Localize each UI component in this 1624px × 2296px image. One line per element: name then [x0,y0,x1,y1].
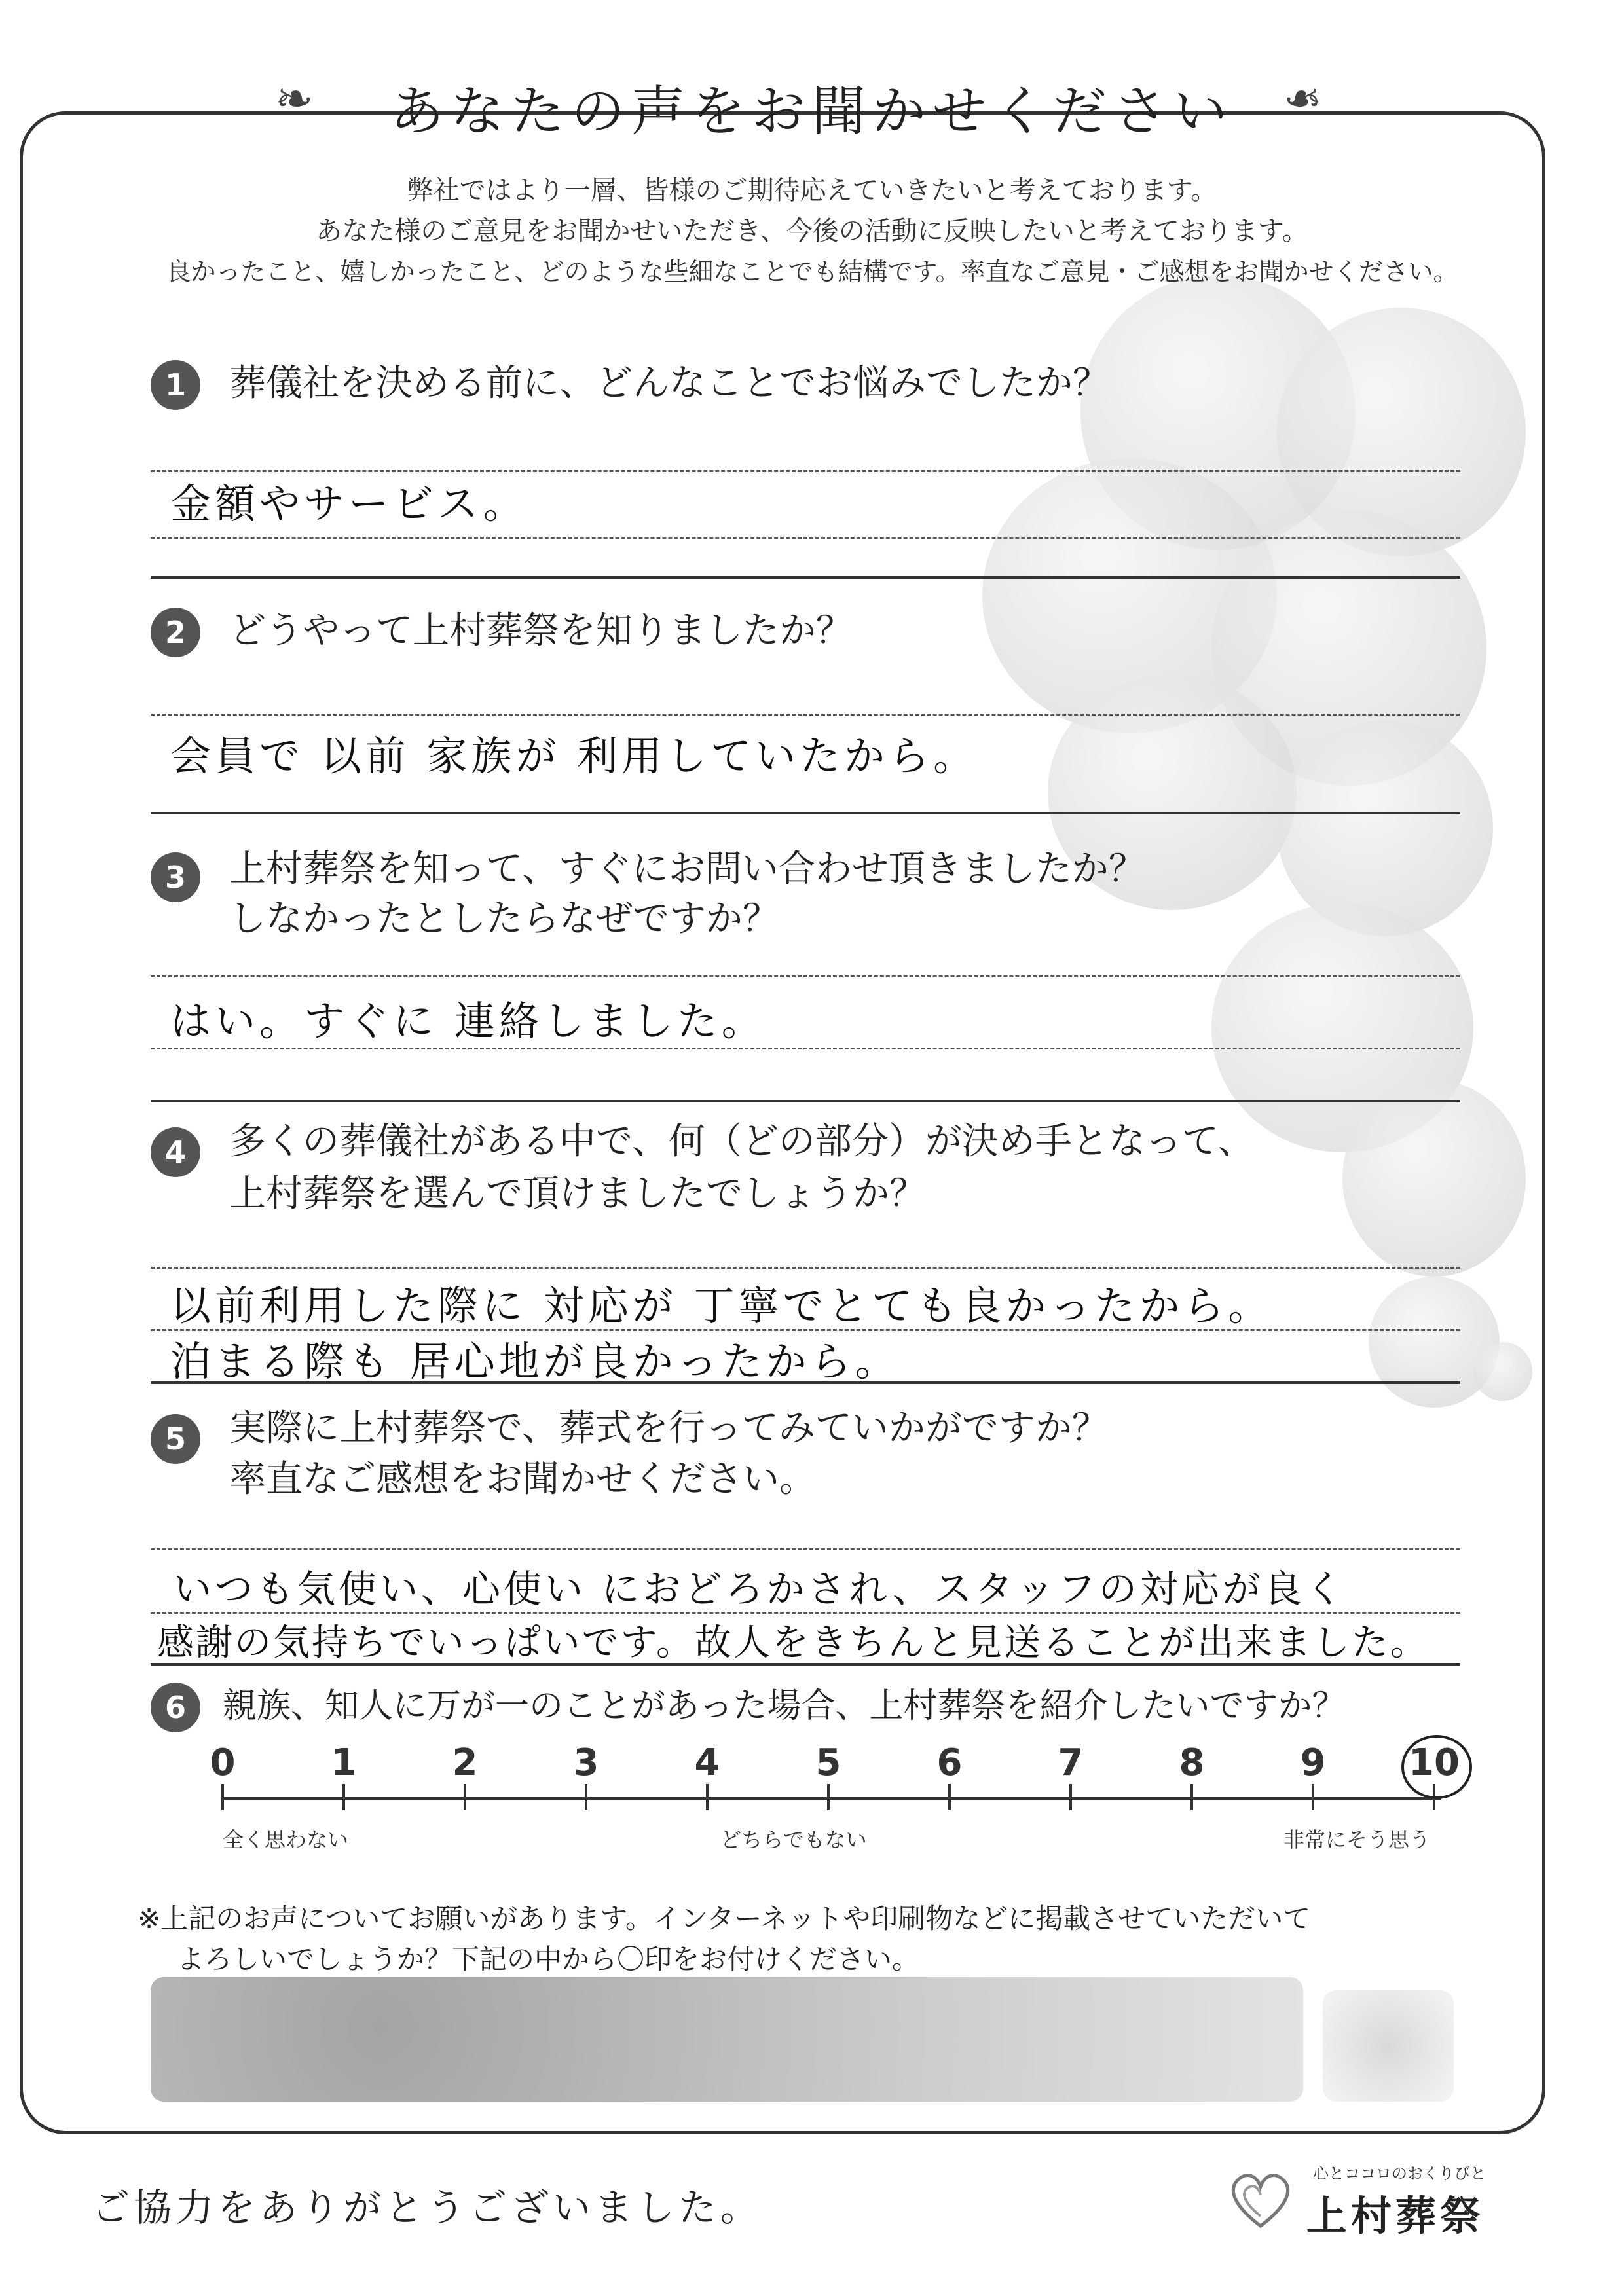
question-number: 1 [151,360,200,410]
scale-tick [948,1784,951,1810]
section-divider [151,812,1460,814]
question-number: 4 [151,1127,200,1177]
scale-tick [1190,1784,1193,1810]
redacted-area [151,1977,1303,2102]
question-number: 3 [151,852,200,902]
logo-name: 上村葬祭 [1306,2192,1485,2240]
redacted-area [1323,1990,1454,2102]
answer-line [151,714,1460,716]
thanks-message: ご協力をありがとうございました。 [92,2185,763,2230]
selected-rating-circle [1401,1735,1472,1799]
answer-text: いつも気使い、心使い におどろかされ、スタッフの対応が良く [174,1567,1346,1611]
scale-tick [1069,1784,1072,1810]
scale-label-mid: どちらでもない [720,1827,867,1852]
section-divider [151,1381,1460,1384]
scale-tick [342,1784,345,1810]
scale-tick [1312,1784,1314,1810]
question-text: しなかったとしたらなぜですか？ [229,898,779,940]
question-text: 多くの葬儀社がある中で、何（どの部分）が決め手となって、 [229,1120,1255,1163]
rating-scale-line [223,1797,1441,1800]
answer-line [151,1048,1460,1049]
scale-number: 3 [573,1741,599,1784]
scale-label-high: 非常にそう思う [1283,1827,1431,1852]
intro-line-1: 弊社ではより一層、皆様のご期待応えていきたいと考えております。 [407,175,1217,206]
scale-number: 2 [452,1741,478,1784]
section-divider [151,1100,1460,1102]
scale-number: 1 [331,1741,357,1784]
section-divider [151,1663,1460,1666]
section-divider [151,576,1460,579]
scale-number: 4 [694,1741,720,1784]
scale-label-low: 全く思わない [223,1827,349,1852]
scale-tick [827,1784,830,1810]
answer-text: 感謝の気持ちでいっぱいです。故人をきちんと見送ることが出来ました。 [157,1622,1429,1664]
intro-line-2: あなた様のご意見をお聞かせいただき、今後の活動に反映したいと考えております。 [316,216,1308,246]
question-text: 上村葬祭を知って、すぐにお問い合わせ頂きましたか？ [229,848,1145,890]
scale-tick [585,1784,587,1810]
scale-number: 7 [1058,1741,1084,1784]
publication-note: ※上記のお声についてお願いがあります。インターネットや印刷物などに掲載させていただいて [138,1903,1311,1935]
logo-tagline: 心とココロのおくりびと [1313,2164,1486,2183]
scale-number: 0 [210,1741,236,1784]
question-text: 実際に上村葬祭で、葬式を行ってみていかがですか？ [229,1407,1109,1449]
answer-text: 会員で 以前 家族が 利用していたから。 [170,732,978,780]
answer-line [151,1267,1460,1269]
scale-number: 8 [1179,1741,1205,1784]
scale-tick [221,1784,224,1810]
question-number: 5 [151,1414,200,1464]
heart-logo-icon [1225,2167,1297,2232]
question-number: 6 [151,1683,200,1732]
scale-number: 10 [1409,1741,1460,1784]
scale-number: 9 [1300,1741,1326,1784]
flourish-left-icon: ❧ [275,72,314,126]
answer-text: はい。すぐに 連絡しました。 [170,997,766,1045]
answer-line [151,975,1460,977]
scale-tick [706,1784,709,1810]
publication-note: よろしいでしょうか？下記の中から〇印をお付けください。 [177,1943,920,1975]
question-number: 2 [151,608,200,657]
scale-number: 6 [936,1741,963,1784]
question-text: 率直なご感想をお聞かせください。 [229,1458,816,1501]
question-text: 上村葬祭を選んで頂けましたでしょうか？ [229,1173,926,1215]
intro-line-3: 良かったこと、嬉しかったこと、どのような些細なことでも結構です。率直なご意見・ご感想をお聞かせください。 [166,257,1458,286]
question-text: 親族、知人に万が一のことがあった場合、上村葬祭を紹介したいですか？ [223,1686,1346,1726]
page-title: あなたの声をお聞かせください [390,81,1234,143]
answer-text: 金額やサービス。 [170,480,528,528]
answer-text: 泊まる際も 居心地が良かったから。 [170,1338,900,1385]
scale-number: 5 [815,1741,841,1784]
answer-line [151,1548,1460,1550]
question-text: 葬儀社を決める前に、どんなことでお悩みでしたか？ [229,362,1109,405]
flourish-right-icon: ❧ [1283,72,1322,126]
answer-line [151,537,1460,539]
scale-tick [464,1784,466,1810]
answer-text: 以前利用した際に 対応が 丁寧でとても良かったから。 [170,1282,1273,1330]
question-text: どうやって上村葬祭を知りましたか？ [229,610,853,652]
